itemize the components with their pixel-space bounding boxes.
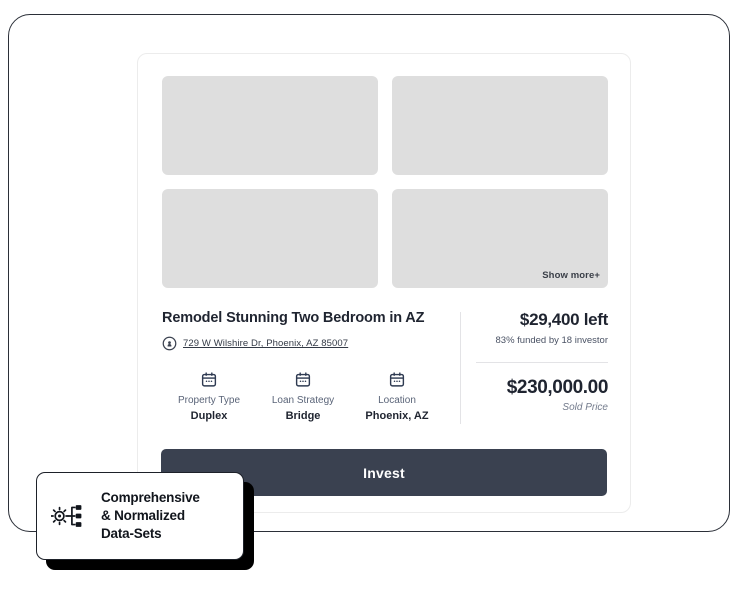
calendar-icon (200, 371, 218, 388)
badge-line-2: & Normalized (101, 508, 185, 524)
fact-location (350, 371, 444, 422)
calendar-icon (294, 371, 312, 388)
device-frame (8, 14, 730, 532)
photo-thumbnail-1[interactable] (162, 76, 378, 175)
listing-card (137, 53, 631, 513)
sold-price-value: $230,000.00 (506, 377, 608, 398)
photo-gallery (162, 76, 608, 288)
sold-price-label: Sold Price (562, 402, 608, 413)
price-divider (476, 362, 608, 363)
listing-card-content (162, 76, 608, 422)
listing-details-left (162, 310, 458, 422)
show-more-link[interactable]: Show more+ (542, 270, 600, 281)
badge-text (101, 489, 200, 542)
settings-data-icon (51, 499, 89, 533)
photo-thumbnail-3[interactable] (162, 189, 378, 288)
fact-value-loan-strategy: Bridge (285, 410, 321, 423)
amount-left: $29,400 left (519, 310, 608, 329)
feature-badge (36, 472, 244, 560)
location-pin-icon (162, 336, 177, 351)
funding-status: 83% funded by 18 investor (495, 335, 608, 346)
badge-line-3: Data-Sets (101, 525, 162, 541)
fact-value-property-type: Duplex (190, 410, 228, 423)
listing-details-right (458, 310, 608, 422)
fact-value-location: Phoenix, AZ (365, 410, 429, 423)
listing-title: Remodel Stunning Two Bedroom in AZ (162, 310, 425, 326)
listing-details (162, 310, 608, 422)
badge-line-1: Comprehensive (101, 490, 200, 506)
calendar-icon (388, 371, 406, 388)
fact-label-location: Location (378, 395, 416, 407)
fact-label-loan-strategy: Loan Strategy (271, 395, 335, 407)
invest-button[interactable]: Invest (161, 449, 607, 496)
fact-label-property-type: Property Type (177, 395, 241, 407)
fact-property-type (162, 371, 256, 422)
fact-loan-strategy (256, 371, 350, 422)
address-row[interactable] (162, 336, 444, 351)
photo-thumbnail-4[interactable] (392, 189, 608, 288)
listing-address[interactable]: 729 W Wilshire Dr, Phoenix, AZ 85007 (183, 338, 349, 350)
photo-thumbnail-2[interactable] (392, 76, 608, 175)
details-divider (460, 312, 461, 424)
property-facts (162, 371, 444, 422)
